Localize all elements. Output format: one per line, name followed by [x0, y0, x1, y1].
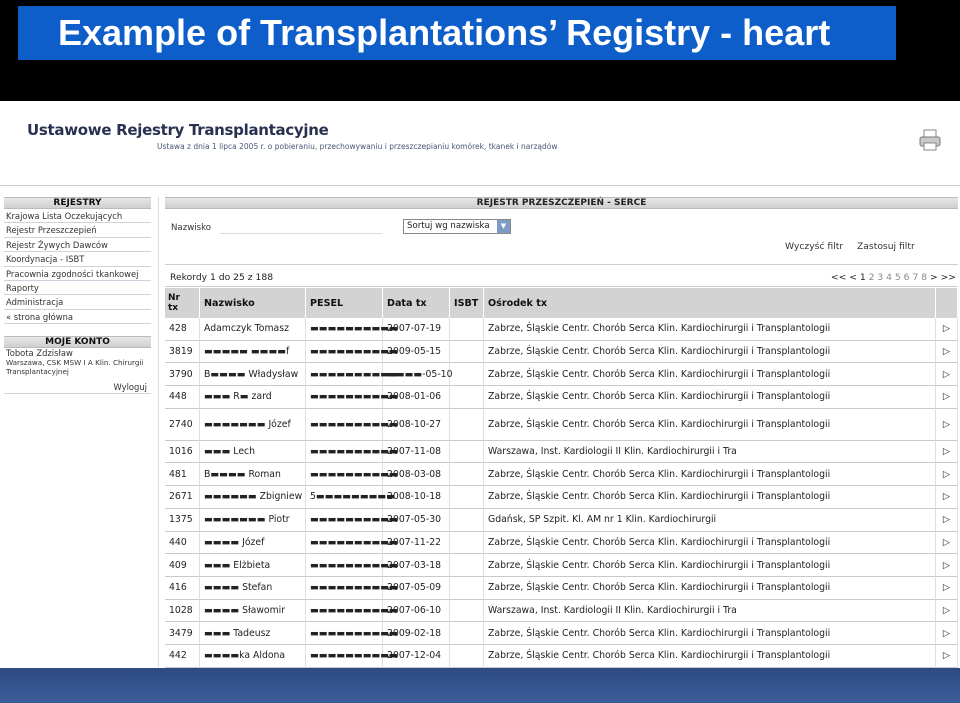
- sidebar: [4, 197, 151, 394]
- cell-center: Zabrze, Śląskie Centr. Chorób Serca Klin. Kardiochirurgii i Transplantologii: [484, 554, 936, 577]
- cell-name: ▬▬▬▬▬▬ Zbigniew: [200, 486, 306, 509]
- cell-isbt: [450, 341, 484, 364]
- col-center[interactable]: Ośrodek tx: [484, 288, 936, 318]
- cell-name: B▬▬▬▬ Władysław: [200, 363, 306, 386]
- col-isbt[interactable]: ISBT: [450, 288, 484, 318]
- cell-nr: 1375: [165, 509, 200, 532]
- logout-link[interactable]: Wyloguj: [4, 380, 151, 394]
- cell-isbt: [450, 463, 484, 486]
- cell-center: Zabrze, Śląskie Centr. Chorób Serca Klin. Kardiochirurgii i Transplantologii: [484, 318, 936, 341]
- cell-date: 2007-06-10: [383, 600, 450, 623]
- sidebar-item-coordination[interactable]: Koordynacja - ISBT: [4, 252, 151, 266]
- arrow-right-icon[interactable]: ▷: [936, 441, 958, 464]
- cell-name: ▬▬▬▬ka Aldona: [200, 645, 306, 668]
- registers-header: REJESTRY: [4, 197, 151, 209]
- cell-pesel: ▬▬▬▬▬▬▬▬▬▬: [306, 532, 383, 555]
- table-row[interactable]: [165, 600, 958, 623]
- cell-name: ▬▬▬▬▬ ▬▬▬▬f: [200, 341, 306, 364]
- cell-pesel: ▬▬▬▬▬▬▬▬▬▬: [306, 622, 383, 645]
- arrow-right-icon[interactable]: ▷: [936, 409, 958, 441]
- arrow-right-icon[interactable]: ▷: [936, 622, 958, 645]
- cell-center: Zabrze, Śląskie Centr. Chorób Serca Klin. Kardiochirurgii i Transplantologii: [484, 386, 936, 409]
- cell-center: Zabrze, Śląskie Centr. Chorób Serca Klin. Kardiochirurgii i Transplantologii: [484, 645, 936, 668]
- pager-prev[interactable]: << < 1: [830, 272, 866, 283]
- pagination: [831, 272, 956, 283]
- cell-date: 2008-10-27: [383, 409, 450, 441]
- user-institution: Warszawa, CSK MSW I A Klin. Chirurgii Transplantacyjnej: [6, 358, 144, 377]
- surname-filter-input[interactable]: [220, 219, 382, 234]
- arrow-right-icon[interactable]: ▷: [936, 386, 958, 409]
- arrow-right-icon[interactable]: ▷: [936, 318, 958, 341]
- table-row[interactable]: [165, 509, 958, 532]
- arrow-right-icon[interactable]: ▷: [936, 341, 958, 364]
- cell-name: Adamczyk Tomasz: [200, 318, 306, 341]
- arrow-right-icon[interactable]: ▷: [936, 463, 958, 486]
- cell-nr: 416: [165, 577, 200, 600]
- cell-name: ▬▬▬ Elżbieta: [200, 554, 306, 577]
- cell-pesel: ▬▬▬▬▬▬▬▬▬▬: [306, 509, 383, 532]
- table-row[interactable]: [165, 486, 958, 509]
- table-row[interactable]: [165, 386, 958, 409]
- cell-center: Warszawa, Inst. Kardiologii II Klin. Kardiochirurgii i Tra: [484, 441, 936, 464]
- pager-pages[interactable]: 2 3 4 5 6 7 8: [868, 272, 928, 283]
- table-row[interactable]: [165, 341, 958, 364]
- cell-center: Zabrze, Śląskie Centr. Chorób Serca Klin. Kardiochirurgii i Transplantologii: [484, 486, 936, 509]
- cell-isbt: [450, 486, 484, 509]
- cell-pesel: ▬▬▬▬▬▬▬▬▬▬: [306, 341, 383, 364]
- cell-nr: 442: [165, 645, 200, 668]
- sidebar-item-administration[interactable]: Administracja: [4, 295, 151, 309]
- col-nr-line2: tx: [168, 303, 179, 313]
- cell-date: 2007-05-09: [383, 577, 450, 600]
- table-row[interactable]: [165, 645, 958, 668]
- cell-pesel: 5▬▬▬▬▬▬▬▬▬: [306, 486, 383, 509]
- sidebar-item-tissue-lab[interactable]: Pracownia zgodności tkankowej: [4, 267, 151, 281]
- cell-nr: 3479: [165, 622, 200, 645]
- cell-name: ▬▬▬ Tadeusz: [200, 622, 306, 645]
- cell-date: 2007-11-22: [383, 532, 450, 555]
- table-row[interactable]: [165, 532, 958, 555]
- table-row[interactable]: [165, 577, 958, 600]
- cell-nr: 3819: [165, 341, 200, 364]
- slide-title: Example of Transplantations’ Registry - heart: [18, 6, 896, 60]
- col-actions: [936, 288, 958, 318]
- transplant-table: [165, 288, 958, 668]
- cell-date: 2007-05-30: [383, 509, 450, 532]
- cell-name: ▬▬▬▬ Sławomir: [200, 600, 306, 623]
- cell-nr: 3790: [165, 363, 200, 386]
- table-top-rule: [165, 286, 958, 287]
- printer-icon[interactable]: [918, 129, 942, 151]
- cell-date: 2007-03-18: [383, 554, 450, 577]
- cell-isbt: [450, 577, 484, 600]
- cell-isbt: [450, 363, 484, 386]
- col-pesel[interactable]: PESEL: [306, 288, 383, 318]
- table-row[interactable]: [165, 463, 958, 486]
- app-subtitle: Ustawa z dnia 1 lipca 2005 r. o pobieraniu, przechowywaniu i przeszczepianiu komórek, tkanek i narządów: [157, 142, 558, 151]
- cell-center: Zabrze, Śląskie Centr. Chorób Serca Klin. Kardiochirurgii i Transplantologii: [484, 341, 936, 364]
- sidebar-item-reports[interactable]: Raporty: [4, 281, 151, 295]
- sidebar-item-waiting-list[interactable]: Krajowa Lista Oczekujących: [4, 209, 151, 223]
- surname-filter-label: Nazwisko: [171, 223, 212, 233]
- table-row[interactable]: [165, 363, 958, 386]
- table-body: [165, 318, 958, 668]
- slide-footer-band: [0, 668, 960, 703]
- sort-select-value: Sortuj wg nazwiska: [407, 221, 490, 231]
- cell-pesel: ▬▬▬▬▬▬▬▬▬▬: [306, 600, 383, 623]
- cell-name: ▬▬▬▬ Stefan: [200, 577, 306, 600]
- cell-center: Zabrze, Śląskie Centr. Chorób Serca Klin. Kardiochirurgii i Transplantologii: [484, 409, 936, 441]
- header-divider: [0, 185, 960, 186]
- cell-name: ▬▬▬▬▬▬▬ Piotr: [200, 509, 306, 532]
- arrow-right-icon[interactable]: ▷: [936, 645, 958, 668]
- cell-date: 2009-05-15: [383, 341, 450, 364]
- apply-filter-button[interactable]: Zastosuj filtr: [857, 241, 915, 252]
- cell-pesel: ▬▬▬▬▬▬▬▬▬▬: [306, 645, 383, 668]
- cell-date: 2009-02-18: [383, 622, 450, 645]
- cell-date: 2007-07-19: [383, 318, 450, 341]
- cell-nr: 428: [165, 318, 200, 341]
- cell-pesel: ▬▬▬▬▬▬▬▬▬▬: [306, 463, 383, 486]
- cell-pesel: ▬▬▬▬▬▬▬▬▬▬: [306, 441, 383, 464]
- cell-name: ▬▬▬ R▬ zard: [200, 386, 306, 409]
- sidebar-item-home[interactable]: « strona główna: [4, 310, 151, 324]
- cell-date: 2007-11-08: [383, 441, 450, 464]
- cell-center: Zabrze, Śląskie Centr. Chorób Serca Klin. Kardiochirurgii i Transplantologii: [484, 577, 936, 600]
- registry-header: REJESTR PRZESZCZEPIEŃ - SERCE: [165, 197, 958, 209]
- col-name[interactable]: Nazwisko: [200, 288, 306, 318]
- chevron-down-icon: ▼: [497, 220, 510, 233]
- cell-pesel: ▬▬▬▬▬▬▬▬▬▬: [306, 363, 383, 386]
- user-name: Tobota Zdzisław: [6, 348, 73, 359]
- cell-isbt: [450, 622, 484, 645]
- arrow-right-icon[interactable]: ▷: [936, 600, 958, 623]
- cell-isbt: [450, 386, 484, 409]
- table-row[interactable]: [165, 622, 958, 645]
- cell-pesel: ▬▬▬▬▬▬▬▬▬▬: [306, 386, 383, 409]
- cell-nr: 481: [165, 463, 200, 486]
- cell-isbt: [450, 554, 484, 577]
- table-row[interactable]: [165, 409, 958, 441]
- sidebar-divider: [158, 197, 159, 667]
- col-date[interactable]: Data tx: [383, 288, 450, 318]
- cell-date: 2008-10-18: [383, 486, 450, 509]
- cell-nr: 2740: [165, 409, 200, 441]
- cell-isbt: [450, 409, 484, 441]
- filter-divider: [165, 264, 958, 265]
- cell-center: Zabrze, Śląskie Centr. Chorób Serca Klin. Kardiochirurgii i Transplantologii: [484, 463, 936, 486]
- arrow-right-icon[interactable]: ▷: [936, 532, 958, 555]
- cell-date: ▬▬▬▬-05-10: [383, 363, 450, 386]
- sort-select[interactable]: [403, 219, 511, 234]
- cell-nr: 2671: [165, 486, 200, 509]
- account-header: MOJE KONTO: [4, 336, 151, 348]
- app-title: Ustawowe Rejestry Transplantacyjne: [27, 121, 329, 139]
- cell-center: Warszawa, Inst. Kardiologii II Klin. Kardiochirurgii i Tra: [484, 600, 936, 623]
- arrow-right-icon[interactable]: ▷: [936, 509, 958, 532]
- table-row[interactable]: [165, 554, 958, 577]
- cell-name: ▬▬▬▬ Józef: [200, 532, 306, 555]
- sidebar-item-living-donors[interactable]: Rejestr Żywych Dawców: [4, 238, 151, 252]
- cell-name: B▬▬▬▬ Roman: [200, 463, 306, 486]
- clear-filter-button[interactable]: Wyczyść filtr: [785, 241, 844, 252]
- cell-nr: 448: [165, 386, 200, 409]
- sidebar-item-transplant-registry[interactable]: Rejestr Przeszczepień: [4, 223, 151, 237]
- arrow-right-icon[interactable]: ▷: [936, 577, 958, 600]
- col-nr-line1: Nr: [168, 293, 180, 303]
- arrow-right-icon[interactable]: ▷: [936, 554, 958, 577]
- cell-pesel: ▬▬▬▬▬▬▬▬▬▬: [306, 409, 383, 441]
- col-nr[interactable]: [165, 288, 200, 318]
- records-info: Rekordy 1 do 25 z 188: [170, 272, 274, 283]
- cell-nr: 440: [165, 532, 200, 555]
- cell-pesel: ▬▬▬▬▬▬▬▬▬▬: [306, 577, 383, 600]
- table-row[interactable]: [165, 441, 958, 464]
- cell-date: 2008-01-06: [383, 386, 450, 409]
- registry-screenshot: [0, 101, 960, 668]
- cell-pesel: ▬▬▬▬▬▬▬▬▬▬: [306, 554, 383, 577]
- cell-isbt: [450, 645, 484, 668]
- cell-isbt: [450, 318, 484, 341]
- arrow-right-icon[interactable]: ▷: [936, 486, 958, 509]
- cell-pesel: ▬▬▬▬▬▬▬▬▬▬: [306, 318, 383, 341]
- arrow-right-icon[interactable]: ▷: [936, 363, 958, 386]
- cell-center: Gdańsk, SP Szpit. Kl. AM nr 1 Klin. Kardiochirurgii: [484, 509, 936, 532]
- cell-nr: 1016: [165, 441, 200, 464]
- cell-isbt: [450, 532, 484, 555]
- cell-isbt: [450, 509, 484, 532]
- cell-name: ▬▬▬ Lech: [200, 441, 306, 464]
- cell-isbt: [450, 600, 484, 623]
- cell-center: Zabrze, Śląskie Centr. Chorób Serca Klin. Kardiochirurgii i Transplantologii: [484, 622, 936, 645]
- cell-isbt: [450, 441, 484, 464]
- cell-date: 2007-12-04: [383, 645, 450, 668]
- pager-next[interactable]: > >>: [929, 272, 956, 283]
- cell-nr: 1028: [165, 600, 200, 623]
- cell-center: Zabrze, Śląskie Centr. Chorób Serca Klin. Kardiochirurgii i Transplantologii: [484, 532, 936, 555]
- cell-nr: 409: [165, 554, 200, 577]
- table-row[interactable]: [165, 318, 958, 341]
- cell-center: Zabrze, Śląskie Centr. Chorób Serca Klin. Kardiochirurgii i Transplantologii: [484, 363, 936, 386]
- cell-date: 2008-03-08: [383, 463, 450, 486]
- cell-name: ▬▬▬▬▬▬▬ Józef: [200, 409, 306, 441]
- table-header-row: [165, 288, 958, 318]
